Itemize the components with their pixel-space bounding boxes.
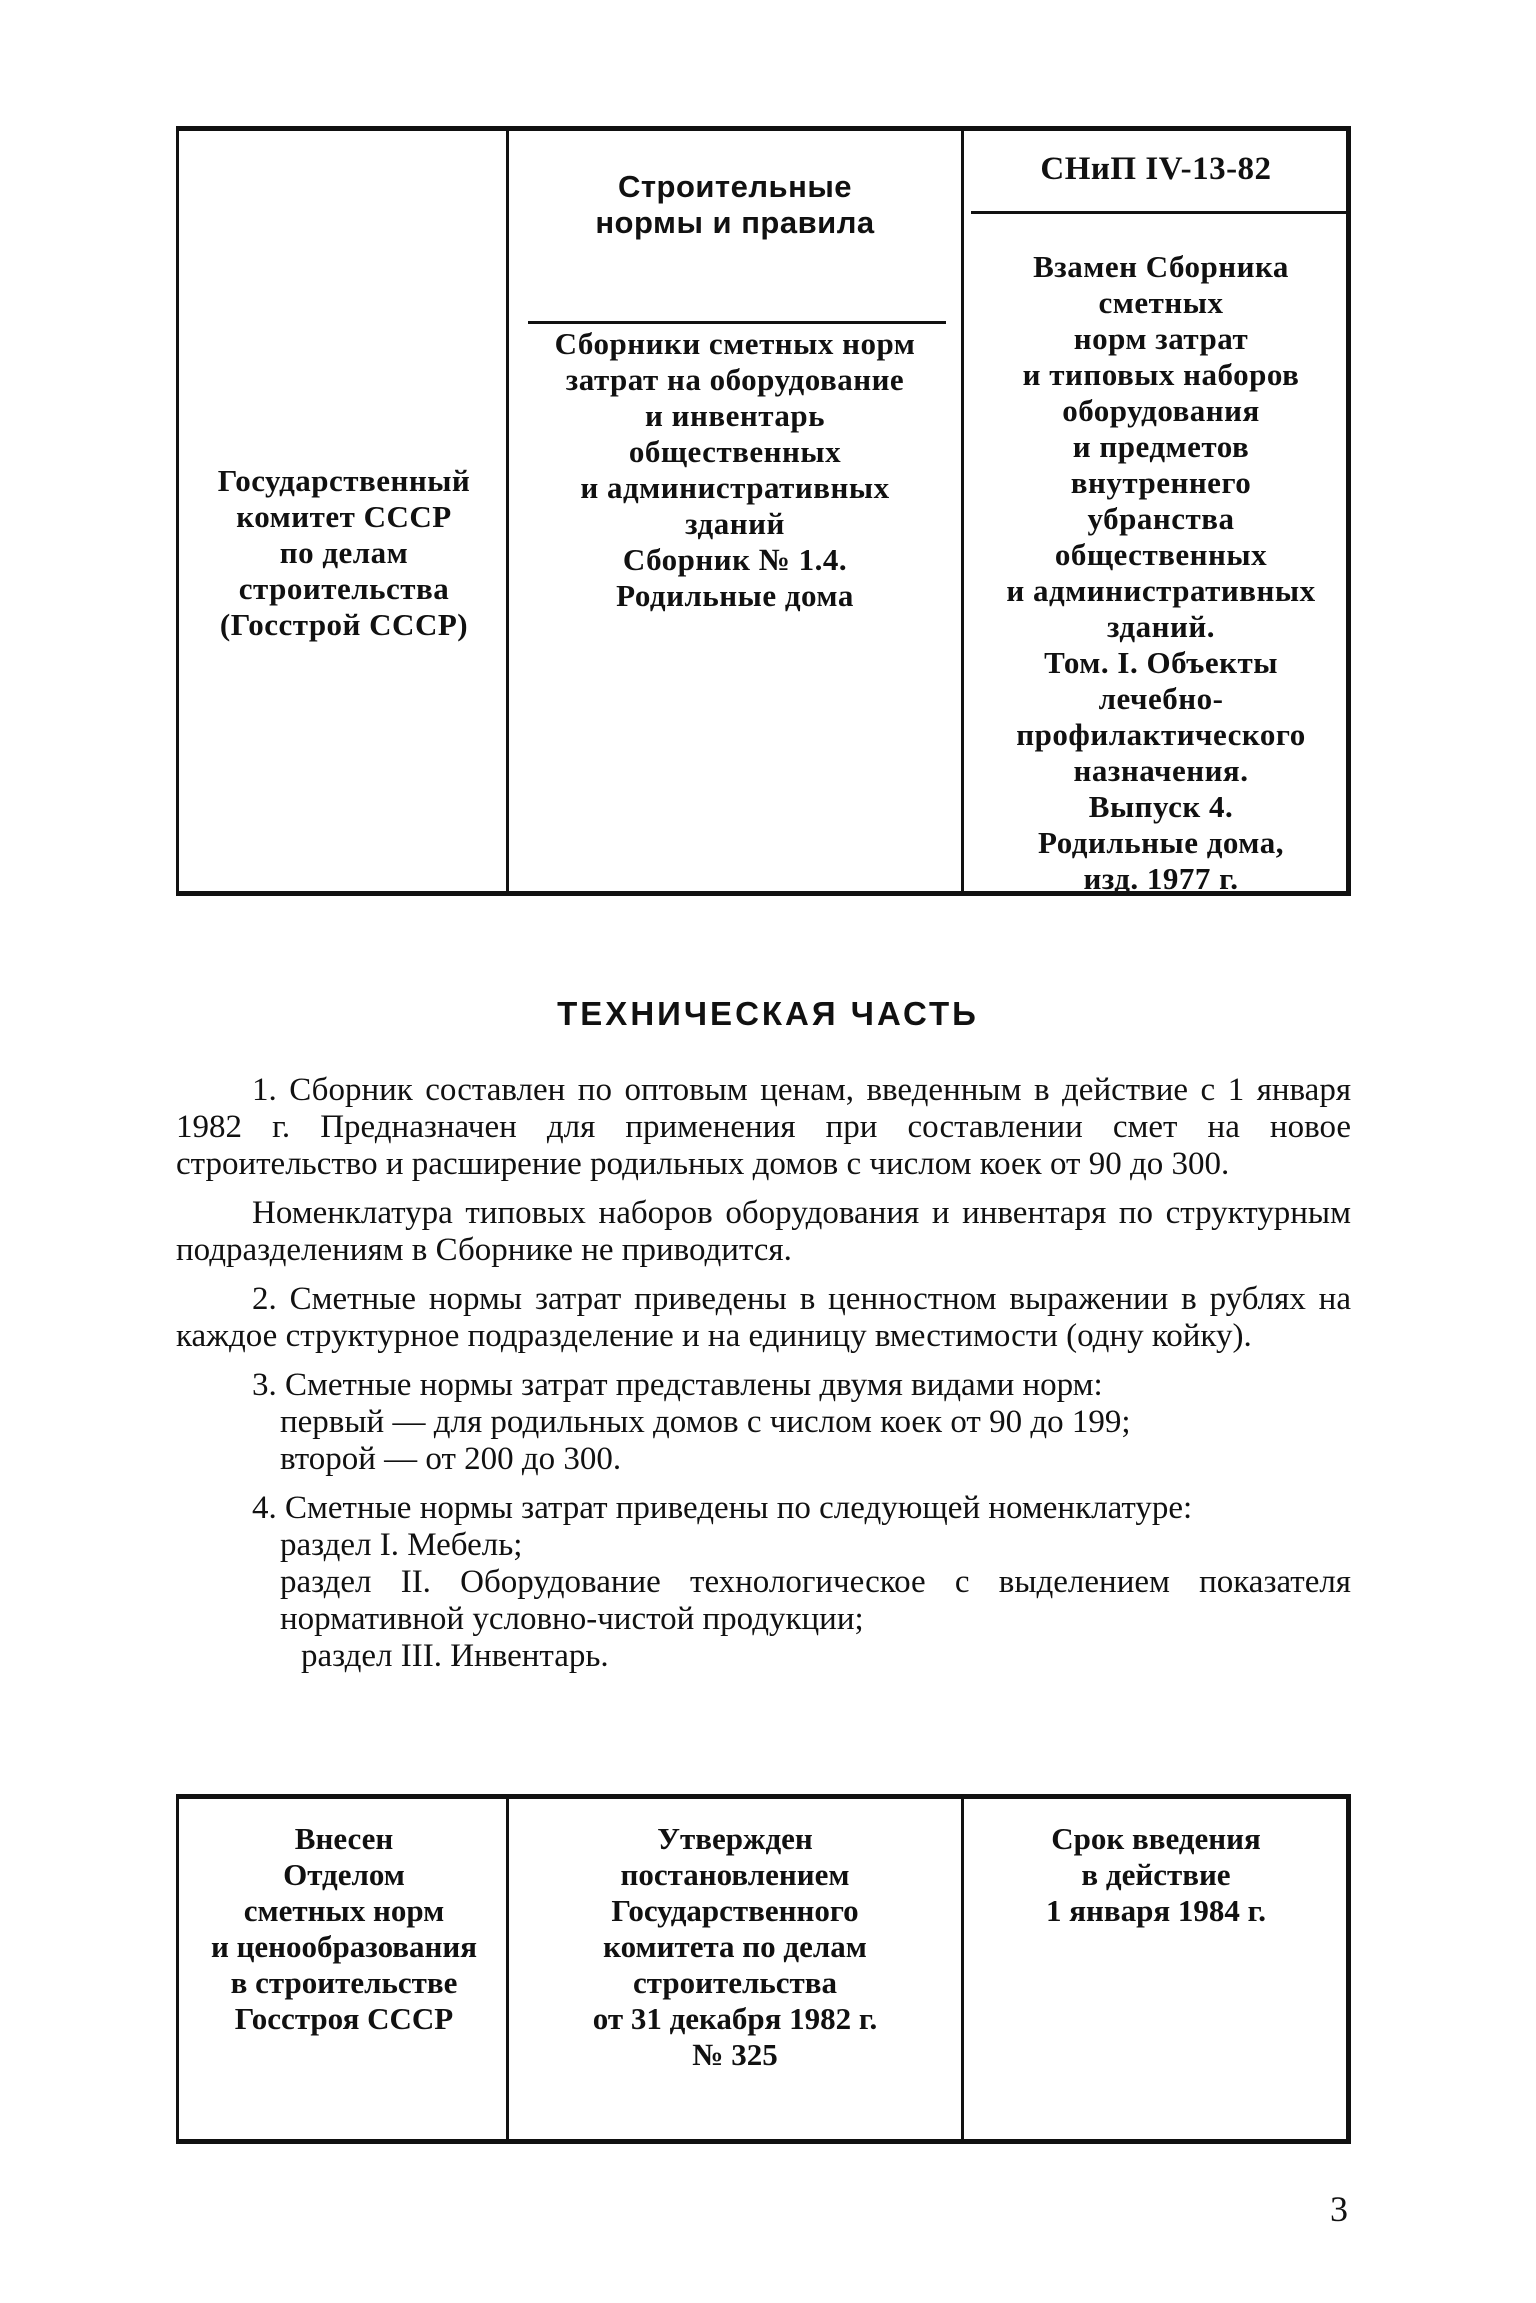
issuer-line: (Госстрой СССР) xyxy=(219,607,469,642)
table-divider xyxy=(961,1799,964,2139)
paragraph: 1. Сборник составлен по оптовым ценам, введенным в действие с 1 января 1982 г. Предназначен для применения при составлении смет на новое строительство и расширение родильных домов с числом коек от 90 до 300. xyxy=(176,1072,1351,1182)
introduced-line: сметных норм xyxy=(243,1893,445,1928)
introduced-line: Внесен xyxy=(294,1821,394,1856)
doc-type-line: нормы и правила xyxy=(595,205,875,240)
approved-by-cell xyxy=(512,1821,958,2073)
collection-line: Сборники сметных норм xyxy=(554,326,916,361)
cell-rule xyxy=(971,211,1346,214)
technical-section-body xyxy=(176,1072,1351,1675)
approved-line: комитета по делам xyxy=(603,1929,867,1964)
collection-line: затрат на оборудование xyxy=(565,362,905,397)
page-number: 3 xyxy=(1330,2189,1348,2229)
list-item: раздел III. Инвентарь. xyxy=(301,1638,609,1674)
list-item: раздел II. Оборудование технологическое с выделением показателя нормативной условно-чистой продукции; xyxy=(280,1564,1351,1637)
approved-line: постановлением xyxy=(620,1857,850,1892)
introduced-line: и ценообразования xyxy=(210,1929,478,1964)
replaces-line: убранства xyxy=(1087,501,1235,536)
replaces-line: сметных xyxy=(1098,285,1224,320)
cell-rule xyxy=(528,321,946,324)
list-item: раздел I. Мебель; xyxy=(280,1527,523,1563)
effective-line: в действие xyxy=(1081,1857,1231,1892)
collection-line: общественных xyxy=(628,434,842,469)
replaces-line: и типовых наборов xyxy=(1022,357,1300,392)
replaces-line: изд. 1977 г. xyxy=(1083,861,1239,896)
collection-line: Родильные дома xyxy=(616,578,854,613)
introduced-line: Отделом xyxy=(283,1857,405,1892)
replaces-line: общественных xyxy=(1054,537,1268,572)
replaces-line: Выпуск 4. xyxy=(1088,789,1234,824)
issuer-line: комитет СССР xyxy=(236,499,452,534)
approved-line: Утвержден xyxy=(657,1821,813,1856)
doc-type-cell xyxy=(512,169,958,241)
collection-line: зданий xyxy=(685,506,785,541)
paragraph-continuation: второй — от 200 до 300. xyxy=(280,1441,622,1477)
paragraph: 3. Сметные нормы затрат представлены двумя видами норм: xyxy=(252,1367,1103,1403)
replaces-line: и предметов xyxy=(1072,429,1250,464)
section-title: ТЕХНИЧЕСКАЯ ЧАСТЬ xyxy=(557,995,979,1032)
footer-table xyxy=(176,1794,1351,2144)
collection-line: и инвентарь xyxy=(645,398,825,433)
collection-cell xyxy=(512,326,958,614)
introduced-by-cell xyxy=(184,1821,504,2037)
table-border-left xyxy=(176,131,179,891)
replaces-line: и административных xyxy=(1006,573,1316,608)
replaces-line: Взамен Сборника xyxy=(1033,249,1289,284)
replaces-line: норм затрат xyxy=(1073,321,1249,356)
replaces-line: Родильные дома, xyxy=(1038,825,1284,860)
replaces-line: профилактического xyxy=(1016,717,1306,752)
approved-line: строительства xyxy=(633,1965,837,2000)
introduced-line: в строительстве xyxy=(230,1965,458,2000)
effective-line: Срок введения xyxy=(1051,1821,1261,1856)
issuer-line: по делам xyxy=(279,535,409,570)
issuer-line: Государственный xyxy=(217,463,471,498)
collection-line: Сборник № 1.4. xyxy=(622,542,848,577)
replaces-line: назначения. xyxy=(1073,753,1249,788)
header-table xyxy=(176,126,1351,896)
replaces-line: Том. I. Объекты xyxy=(1044,645,1278,680)
document-code: СНиП IV-13-82 xyxy=(1040,151,1272,187)
replaces-cell xyxy=(966,249,1356,897)
introduced-line: Госстроя СССР xyxy=(234,2001,454,2036)
replaces-line: оборудования xyxy=(1062,393,1260,428)
paragraph: 2. Сметные нормы затрат приведены в ценностном выражении в рублях на каждое структурное подразделение и на единицу вместимости (одну койку). xyxy=(176,1281,1351,1354)
table-border-right xyxy=(1346,1799,1351,2139)
effective-line: 1 января 1984 г. xyxy=(1046,1893,1266,1928)
effective-date-cell xyxy=(966,1821,1346,1929)
replaces-line: внутреннего xyxy=(1070,465,1252,500)
issuer-cell xyxy=(184,463,504,643)
table-divider xyxy=(961,131,964,891)
paragraph-continuation: первый — для родильных домов с числом коек от 90 до 199; xyxy=(280,1404,1131,1440)
paragraph: Номенклатура типовых наборов оборудования и инвентаря по структурным подразделениям в Сборнике не приводится. xyxy=(176,1195,1351,1268)
approved-line: от 31 декабря 1982 г. xyxy=(592,2001,878,2036)
doc-type-line: Строительные xyxy=(617,169,853,204)
collection-line: и административных xyxy=(580,470,890,505)
issuer-line: строительства xyxy=(238,571,450,606)
replaces-line: зданий. xyxy=(1107,609,1215,644)
table-border-left xyxy=(176,1799,179,2139)
table-divider xyxy=(506,1799,509,2139)
table-divider xyxy=(506,131,509,891)
approved-line: Государственного xyxy=(611,1893,859,1928)
replaces-line: лечебно- xyxy=(1098,681,1224,716)
approved-line: № 325 xyxy=(692,2037,778,2072)
paragraph: 4. Сметные нормы затрат приведены по следующей номенклатуре: xyxy=(252,1490,1193,1526)
